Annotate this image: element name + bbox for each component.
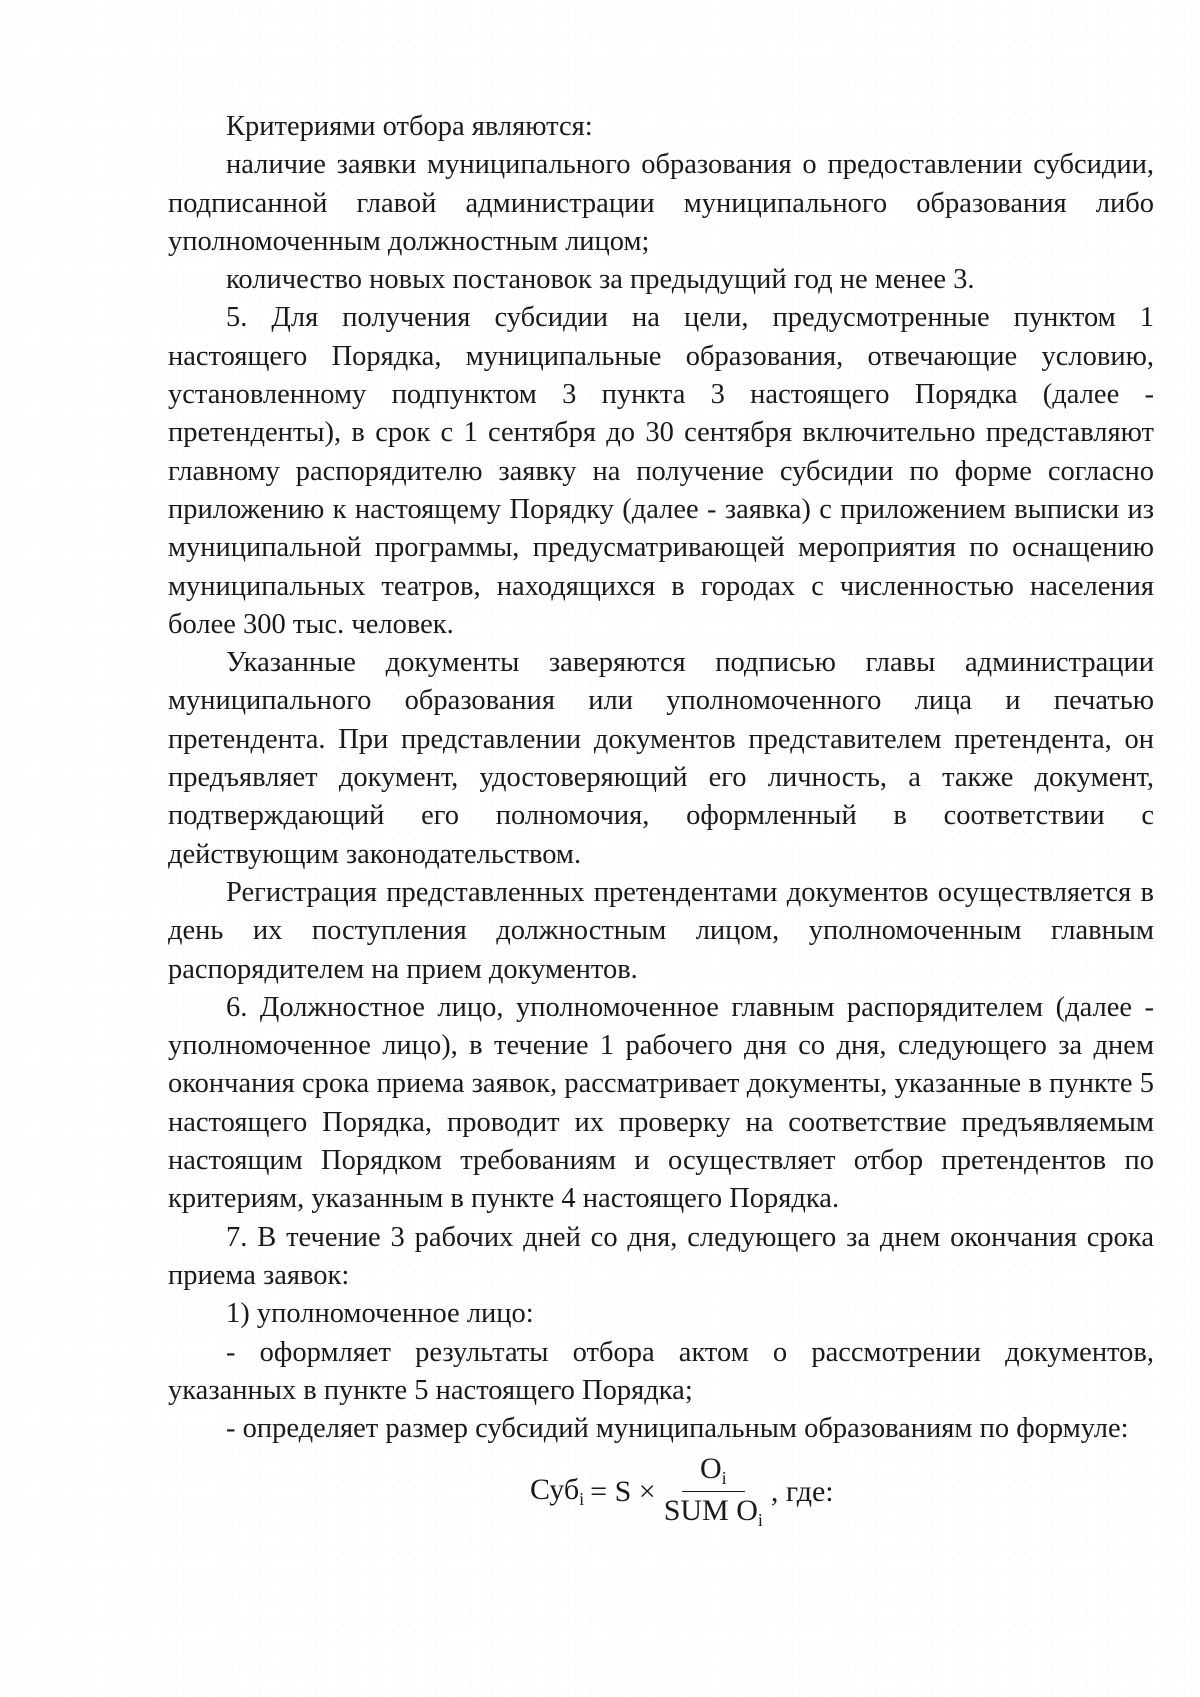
formula-lhs: Суб$_i$ bbox=[530, 1473, 585, 1509]
paragraph-criterion-productions: количество новых постановок за предыдущий год не менее 3. bbox=[226, 264, 975, 296]
paragraph-subitem-1: 1) уполномоченное лицо: bbox=[226, 1298, 534, 1330]
document-body bbox=[168, 108, 1154, 1448]
paragraph-registration: Регистрация представленных претендентами документов осуществляется в день их поступления должностным лицом, уполномоченным главным распорядителем на прием документов. bbox=[168, 876, 1154, 985]
subsidy-formula bbox=[530, 1452, 834, 1531]
formula-suffix: , где: bbox=[770, 1474, 834, 1508]
paragraph-item-7: 7. В течение 3 рабочих дней со дня, следующего за днем окончания срока приема заявок: bbox=[168, 1221, 1154, 1291]
paragraph-dash-act: - оформляет результаты отбора актом о рассмотрении документов, указанных в пункте 5 настоящего Порядка; bbox=[168, 1336, 1154, 1406]
formula-numerator: $O_i$ bbox=[682, 1452, 745, 1492]
paragraph-criterion-application: наличие заявки муниципального образования о предоставлении субсидии, подписанной главой администрации муниципального образования либо уполномоченным должностным лицом; bbox=[168, 149, 1154, 257]
formula-denominator: SUM $O_i$ bbox=[663, 1494, 763, 1530]
formula-fraction bbox=[660, 1452, 767, 1531]
paragraph-item-6: 6. Должностное лицо, уполномоченное главным распорядителем (далее - уполномоченное лицо), в течение 1 рабочего дня со дня, следующего за днем окончания срока приема заявок, рассматривает документы, указанные в пункте 5 настоящего Порядка, проводит их проверку на соответствие предъявляемым настоящим Порядком требованиям и осуществляет отбор претендентов по критериям, указанным в пункте 4 настоящего Порядка. bbox=[168, 991, 1154, 1215]
formula-equals-s: = S × bbox=[590, 1474, 656, 1508]
paragraph-dash-formula: - определяет размер субсидий муниципальным образованиям по формуле: bbox=[226, 1413, 1129, 1445]
paragraph-item-5: 5. Для получения субсидии на цели, предусмотренные пунктом 1 настоящего Порядка, муниципальные образования, отвечающие условию, установленному подпунктом 3 пункта 3 настоящего Порядка (далее - претенденты), в срок с 1 сентября до 30 сентября включительно представляют главному распорядителю заявку на получение субсидии по форме согласно приложению к настоящему Порядку (далее - заявка) с приложением выписки из муниципальной программы, предусматривающей мероприятия по оснащению муниципальных театров, находящихся в городах с численностью населения более 300 тыс. человек. bbox=[168, 302, 1154, 640]
paragraph-documents-certification: Указанные документы заверяются подписью главы администрации муниципального образования или уполномоченного лица и печатью претендента. При представлении документов представителем претендента, он предъявляет документ, удостоверяющий его личность, а также документ, подтверждающий его полномочия, оформленный в соответствии с действующим законодательством. bbox=[168, 647, 1154, 870]
paragraph-criteria-heading: Критериями отбора являются: bbox=[226, 111, 593, 142]
